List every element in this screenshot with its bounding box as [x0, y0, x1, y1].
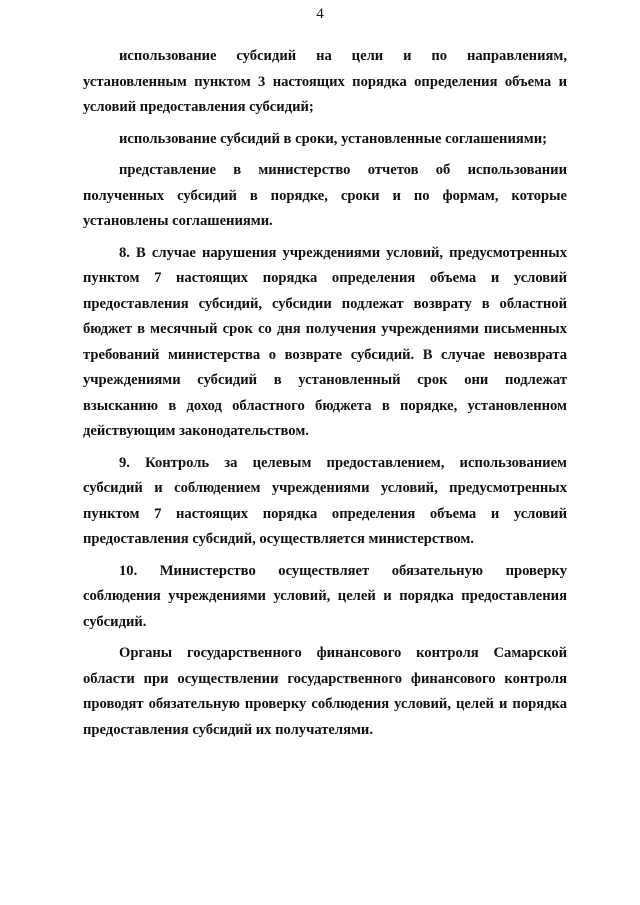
paragraph-financial-control-bodies: Органы государственного финансового контроля Самарской области при осуществлении государственного финансового контроля проводят обязательную проверку соблюдения условий, целей и порядка предоставления субсидий их получателями. [83, 645, 567, 738]
paragraph-item-9-control: 9. Контроль за целевым предоставлением, использованием субсидий и соблюдением учреждениями условий, предусмотренных пунктом 7 настоящих порядка определения объема и условий предоставления субсидий, осуществляется министерством. [83, 454, 567, 547]
page-number: 4 [316, 6, 324, 22]
document-body [83, 44, 567, 743]
paragraph-usage-terms: использование субсидий в сроки, установленные соглашениями; [119, 130, 547, 147]
paragraph-usage-directions: использование субсидий на цели и по направлениям, установленным пунктом 3 настоящих порядка определения объема и условий предоставления субсидий; [83, 48, 567, 115]
paragraph-reporting: представление в министерство отчетов об использовании полученных субсидий в порядке, сроки и по формам, которые установлены соглашениями. [83, 162, 567, 229]
paragraph-item-10-inspection: 10. Министерство осуществляет обязательную проверку соблюдения учреждениями условий, целей и порядка предоставления субсидий. [83, 562, 567, 630]
paragraph-item-8-refund: 8. В случае нарушения учреждениями условий, предусмотренных пунктом 7 настоящих порядка определения объема и условий предоставления субсидий, субсидии подлежат возврату в областной бюджет в месячный срок со дня получения учреждениями письменных требований министерства о возврате субсидий. В случае невозврата учреждениями субсидий в установленный срок они подлежат взысканию в доход областного бюджета в порядке, установленном действующим законодательством. [83, 244, 567, 439]
